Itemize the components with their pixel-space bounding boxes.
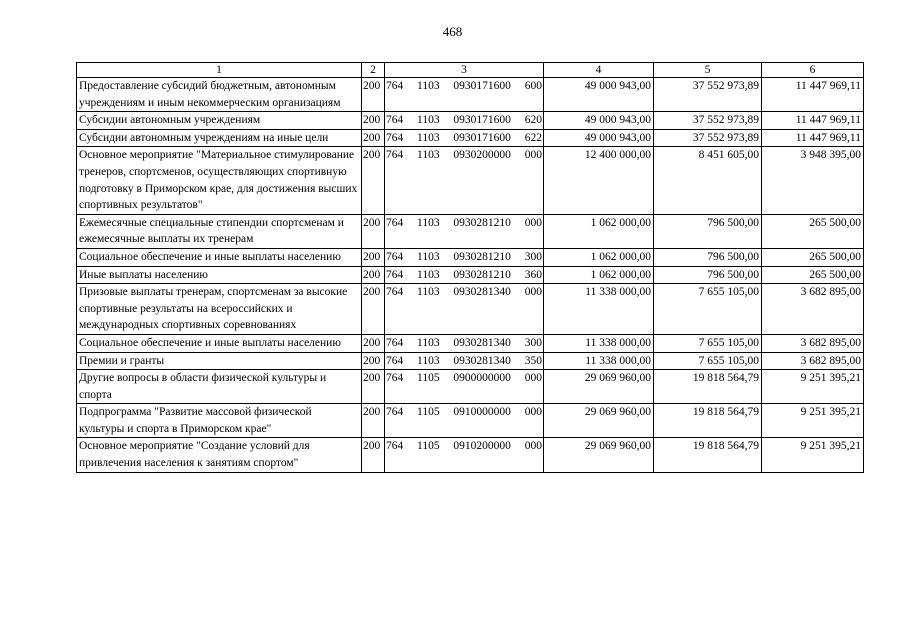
row-col2-cell: 200 — [362, 214, 385, 248]
classification-code — [386, 335, 542, 352]
classification-code — [386, 112, 542, 129]
row-code-cell — [385, 334, 544, 352]
table-header-row — [77, 63, 864, 78]
code-part-section: 1103 — [417, 114, 440, 127]
table-row — [77, 370, 864, 404]
code-part-section: 1103 — [417, 131, 440, 144]
row-name-cell: Подпрограмма "Развитие массовой физической культуры и спорта в Приморском крае" — [77, 404, 362, 438]
row-amount-col4: 11 338 000,00 — [544, 352, 654, 370]
code-part-target: 0910200000 — [453, 440, 511, 453]
row-name-cell: Предоставление субсидий бюджетным, автономным учреждениям и иным некоммерческим организациям — [77, 78, 362, 112]
row-code-cell — [385, 438, 544, 472]
code-part-section: 1103 — [417, 80, 440, 92]
row-amount-col4: 49 000 943,00 — [544, 78, 654, 112]
table-row — [77, 214, 864, 248]
table-row — [77, 334, 864, 352]
row-col2-cell: 200 — [362, 370, 385, 404]
row-col2-cell: 200 — [362, 147, 385, 214]
code-part-target: 0930281210 — [453, 268, 511, 281]
row-col2-cell: 200 — [362, 404, 385, 438]
classification-code — [386, 404, 542, 421]
code-part-type: 000 — [524, 372, 542, 385]
code-part-target: 0930281210 — [453, 216, 511, 229]
row-amount-col6: 3 682 895,00 — [762, 334, 864, 352]
code-part-ministry: 764 — [386, 250, 404, 263]
code-part-ministry: 764 — [386, 131, 404, 144]
code-part-ministry: 764 — [386, 336, 404, 349]
column-header: 5 — [654, 63, 762, 78]
column-header: 6 — [762, 63, 864, 78]
table-row — [77, 438, 864, 472]
row-name-cell: Премии и гранты — [77, 352, 362, 370]
row-col2-cell: 200 — [362, 284, 385, 335]
code-part-type: 300 — [524, 250, 542, 263]
row-amount-col5: 37 552 973,89 — [654, 78, 762, 112]
code-part-type: 622 — [524, 131, 542, 144]
code-part-section: 1103 — [417, 250, 440, 263]
row-amount-col4: 29 069 960,00 — [544, 438, 654, 472]
row-amount-col4: 12 400 000,00 — [544, 147, 654, 214]
row-amount-col5: 37 552 973,89 — [654, 112, 762, 130]
code-part-section: 1103 — [417, 268, 440, 281]
row-amount-col6: 11 447 969,11 — [762, 129, 864, 147]
row-amount-col6: 11 447 969,11 — [762, 78, 864, 112]
column-header: 3 — [385, 63, 544, 78]
table-row — [77, 352, 864, 370]
code-part-ministry: 764 — [386, 268, 404, 281]
row-col2-cell: 200 — [362, 129, 385, 147]
classification-code — [386, 284, 542, 301]
table-row — [77, 147, 864, 214]
budget-table — [76, 62, 864, 473]
code-part-target: 0930281210 — [453, 250, 511, 263]
code-part-section: 1105 — [417, 406, 440, 419]
row-name-cell: Другие вопросы в области физической культуры и спорта — [77, 370, 362, 404]
row-name-cell: Субсидии автономным учреждениям — [77, 112, 362, 130]
code-part-section: 1103 — [417, 216, 440, 229]
classification-code — [386, 353, 542, 370]
code-part-type: 300 — [524, 336, 542, 349]
code-part-target: 0930171600 — [453, 80, 511, 92]
row-code-cell — [385, 352, 544, 370]
row-col2-cell: 200 — [362, 438, 385, 472]
table-row — [77, 404, 864, 438]
classification-code — [386, 215, 542, 232]
row-amount-col5: 7 655 105,00 — [654, 352, 762, 370]
code-part-section: 1103 — [417, 336, 440, 349]
row-col2-cell: 200 — [362, 334, 385, 352]
classification-code — [386, 267, 542, 284]
code-part-target: 0930171600 — [453, 131, 511, 144]
code-part-ministry: 764 — [386, 354, 404, 367]
row-name-cell: Социальное обеспечение и иные выплаты населению — [77, 248, 362, 266]
row-name-cell: Ежемесячные специальные стипендии спортсменам и ежемесячные выплаты их тренерам — [77, 214, 362, 248]
row-amount-col5: 796 500,00 — [654, 214, 762, 248]
code-part-type: 000 — [524, 149, 542, 162]
row-code-cell — [385, 248, 544, 266]
classification-code — [386, 130, 542, 147]
table-row — [77, 112, 864, 130]
row-code-cell — [385, 404, 544, 438]
classification-code — [386, 147, 542, 164]
row-name-cell: Иные выплаты населению — [77, 266, 362, 284]
code-part-ministry: 764 — [386, 80, 404, 92]
table-row — [77, 129, 864, 147]
row-col2-cell: 200 — [362, 78, 385, 112]
row-amount-col4: 1 062 000,00 — [544, 248, 654, 266]
row-amount-col5: 37 552 973,89 — [654, 129, 762, 147]
code-part-type: 600 — [524, 80, 542, 92]
classification-code — [386, 78, 542, 95]
row-code-cell — [385, 370, 544, 404]
column-header: 2 — [362, 63, 385, 78]
row-amount-col6: 3 682 895,00 — [762, 352, 864, 370]
code-part-target: 0910000000 — [453, 406, 511, 419]
code-part-ministry: 764 — [386, 286, 404, 299]
code-part-section: 1103 — [417, 354, 440, 367]
table-row — [77, 248, 864, 266]
row-code-cell — [385, 147, 544, 214]
code-part-target: 0900000000 — [453, 372, 511, 385]
table-row — [77, 266, 864, 284]
code-part-type: 620 — [524, 114, 542, 127]
row-col2-cell: 200 — [362, 248, 385, 266]
code-part-type: 360 — [524, 268, 542, 281]
row-amount-col6: 11 447 969,11 — [762, 112, 864, 130]
row-amount-col5: 7 655 105,00 — [654, 284, 762, 335]
code-part-target: 0930281340 — [453, 336, 511, 349]
code-part-section: 1103 — [417, 149, 440, 162]
row-amount-col4: 11 338 000,00 — [544, 334, 654, 352]
row-code-cell — [385, 284, 544, 335]
row-amount-col6: 265 500,00 — [762, 266, 864, 284]
code-part-section: 1105 — [417, 440, 440, 453]
code-part-type: 000 — [524, 286, 542, 299]
code-part-section: 1103 — [417, 286, 440, 299]
code-part-ministry: 764 — [386, 372, 404, 385]
table-row — [77, 78, 864, 112]
row-amount-col5: 19 818 564,79 — [654, 370, 762, 404]
row-amount-col4: 11 338 000,00 — [544, 284, 654, 335]
row-amount-col5: 19 818 564,79 — [654, 404, 762, 438]
code-part-section: 1105 — [417, 372, 440, 385]
row-amount-col6: 9 251 395,21 — [762, 370, 864, 404]
classification-code — [386, 438, 542, 455]
row-amount-col5: 796 500,00 — [654, 248, 762, 266]
row-amount-col6: 3 948 395,00 — [762, 147, 864, 214]
row-amount-col4: 29 069 960,00 — [544, 370, 654, 404]
code-part-ministry: 764 — [386, 216, 404, 229]
code-part-ministry: 764 — [386, 406, 404, 419]
classification-code — [386, 370, 542, 387]
code-part-ministry: 764 — [386, 114, 404, 127]
row-name-cell: Призовые выплаты тренерам, спортсменам за высокие спортивные результаты на всероссийских и международных спортивных соревнованиях — [77, 284, 362, 335]
row-amount-col5: 7 655 105,00 — [654, 334, 762, 352]
code-part-type: 000 — [524, 216, 542, 229]
code-part-ministry: 764 — [386, 440, 404, 453]
row-amount-col5: 19 818 564,79 — [654, 438, 762, 472]
row-name-cell: Основное мероприятие "Создание условий для привлечения населения к занятиям спортом" — [77, 438, 362, 472]
row-col2-cell: 200 — [362, 352, 385, 370]
row-name-cell: Основное мероприятие "Материальное стимулирование тренеров, спортсменов, осуществляющих спортивную подготовку в Приморском крае, для достижения высших спортивных результатов" — [77, 147, 362, 214]
code-part-type: 000 — [524, 406, 542, 419]
row-name-cell: Субсидии автономным учреждениям на иные цели — [77, 129, 362, 147]
row-code-cell — [385, 214, 544, 248]
row-amount-col4: 49 000 943,00 — [544, 129, 654, 147]
table-row — [77, 284, 864, 335]
row-code-cell — [385, 266, 544, 284]
row-name-cell: Социальное обеспечение и иные выплаты населению — [77, 334, 362, 352]
row-amount-col4: 49 000 943,00 — [544, 112, 654, 130]
page-number: 468 — [442, 24, 463, 39]
row-amount-col6: 265 500,00 — [762, 248, 864, 266]
code-part-target: 0930281340 — [453, 354, 511, 367]
column-header: 4 — [544, 63, 654, 78]
row-amount-col4: 29 069 960,00 — [544, 404, 654, 438]
row-amount-col6: 9 251 395,21 — [762, 438, 864, 472]
code-part-target: 0930281340 — [453, 286, 511, 299]
row-code-cell — [385, 78, 544, 112]
code-part-target: 0930171600 — [453, 114, 511, 127]
table-body — [77, 78, 864, 473]
code-part-ministry: 764 — [386, 149, 404, 162]
row-amount-col4: 1 062 000,00 — [544, 214, 654, 248]
row-amount-col6: 9 251 395,21 — [762, 404, 864, 438]
row-amount-col6: 265 500,00 — [762, 214, 864, 248]
code-part-target: 0930200000 — [453, 149, 511, 162]
classification-code — [386, 249, 542, 266]
column-header: 1 — [77, 63, 362, 78]
row-col2-cell: 200 — [362, 266, 385, 284]
row-amount-col5: 796 500,00 — [654, 266, 762, 284]
row-code-cell — [385, 129, 544, 147]
code-part-type: 000 — [524, 440, 542, 453]
row-col2-cell: 200 — [362, 112, 385, 130]
row-amount-col5: 8 451 605,00 — [654, 147, 762, 214]
row-code-cell — [385, 112, 544, 130]
row-amount-col4: 1 062 000,00 — [544, 266, 654, 284]
code-part-type: 350 — [524, 354, 542, 367]
row-amount-col6: 3 682 895,00 — [762, 284, 864, 335]
